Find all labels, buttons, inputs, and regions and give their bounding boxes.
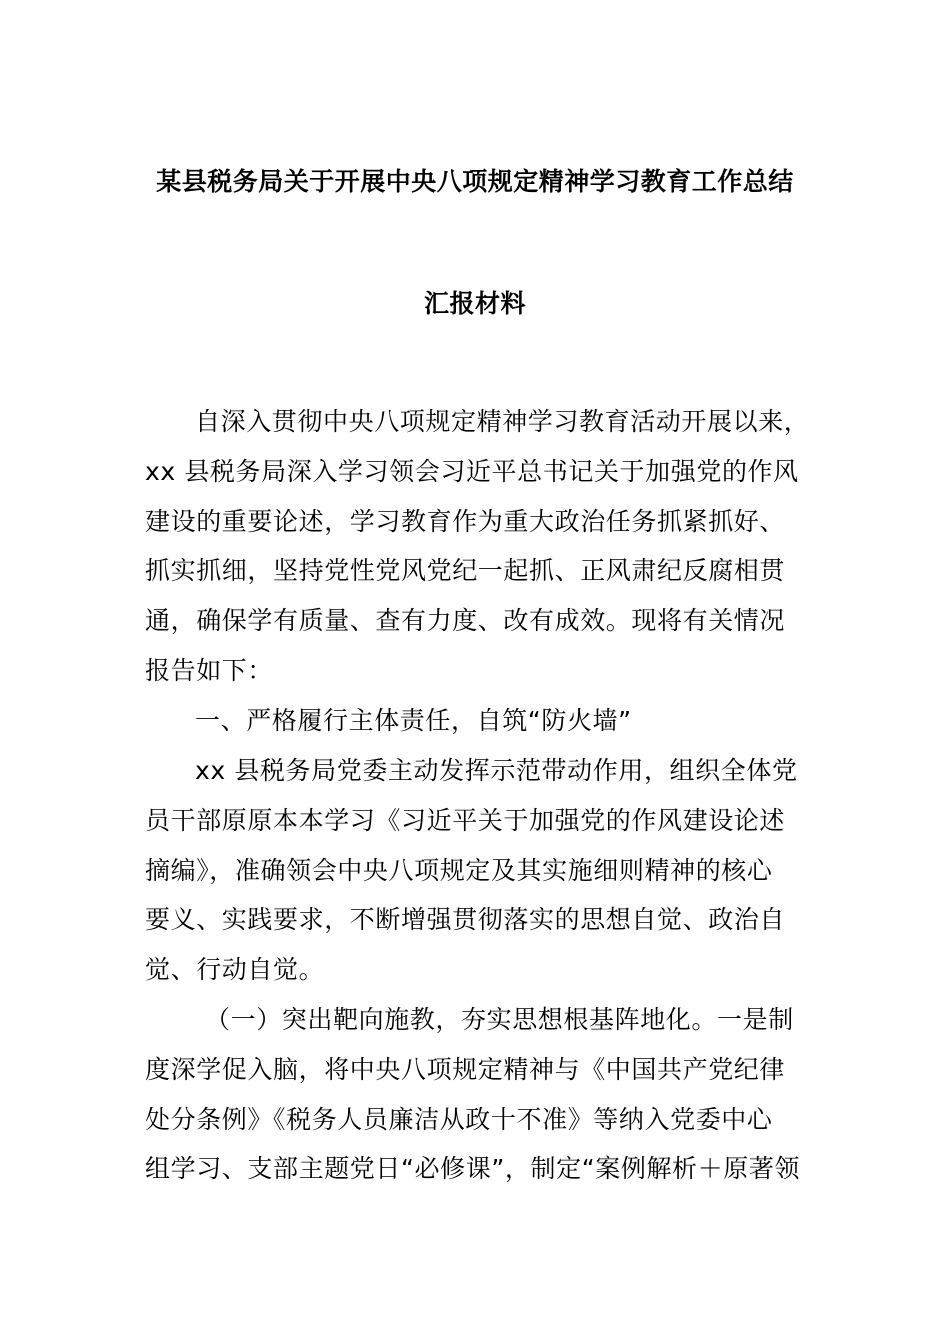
text-line: 自深入贯彻中央八项规定精神学习教育活动开展以来， (195, 407, 810, 436)
text-line: 抓实抓细，坚持党性党风党纪一起抓、正风肃纪反腐相贯 (145, 556, 786, 586)
text-line: 通，确保学有质量、查有力度、改有成效。现将有关情况 (145, 606, 786, 636)
text-line: 报告如下： (145, 655, 274, 685)
text-line: 建设的重要论述，学习教育作为重大政治任务抓紧抓好、 (145, 506, 786, 536)
text-line: xx 县税务局深入学习领会习近平总书记关于加强党的作风 (145, 456, 799, 486)
section-heading-1 (145, 696, 815, 746)
text-line: （一）突出靶向施教，夯实思想根基阵地化。一是制 (205, 1005, 794, 1034)
paragraph-section-1 (145, 746, 815, 995)
document-title-line-2: 汇报材料 (423, 289, 526, 318)
section-heading-text: 一、严格履行主体责任，自筑“防火墙” (195, 706, 632, 735)
paragraph-subsection-1 (145, 995, 815, 1194)
document-title-line-1: 某县税务局关于开展中央八项规定精神学习教育工作总结 (156, 167, 794, 196)
text-line: xx 县税务局党委主动发挥示范带动作用，组织全体党 (195, 756, 798, 785)
text-line: 觉、行动自觉。 (145, 955, 325, 985)
text-line: 处分条例》《税务人员廉洁从政十不准》等纳入党委中心 (145, 1104, 773, 1134)
text-line: 组学习、支部主题党日“必修课”，制定“案例解析＋原著领 (145, 1154, 801, 1184)
text-line: 度深学促入脑，将中央八项规定精神与《中国共产党纪律 (145, 1054, 786, 1084)
text-line: 要义、实践要求，不断增强贯彻落实的思想自觉、政治自 (145, 905, 786, 935)
text-line: 摘编》，准确领会中央八项规定及其实施细则精神的核心 (145, 855, 773, 885)
paragraph-intro (145, 397, 815, 696)
text-line: 员干部原原本本学习《习近平关于加强党的作风建设论述 (145, 805, 786, 835)
